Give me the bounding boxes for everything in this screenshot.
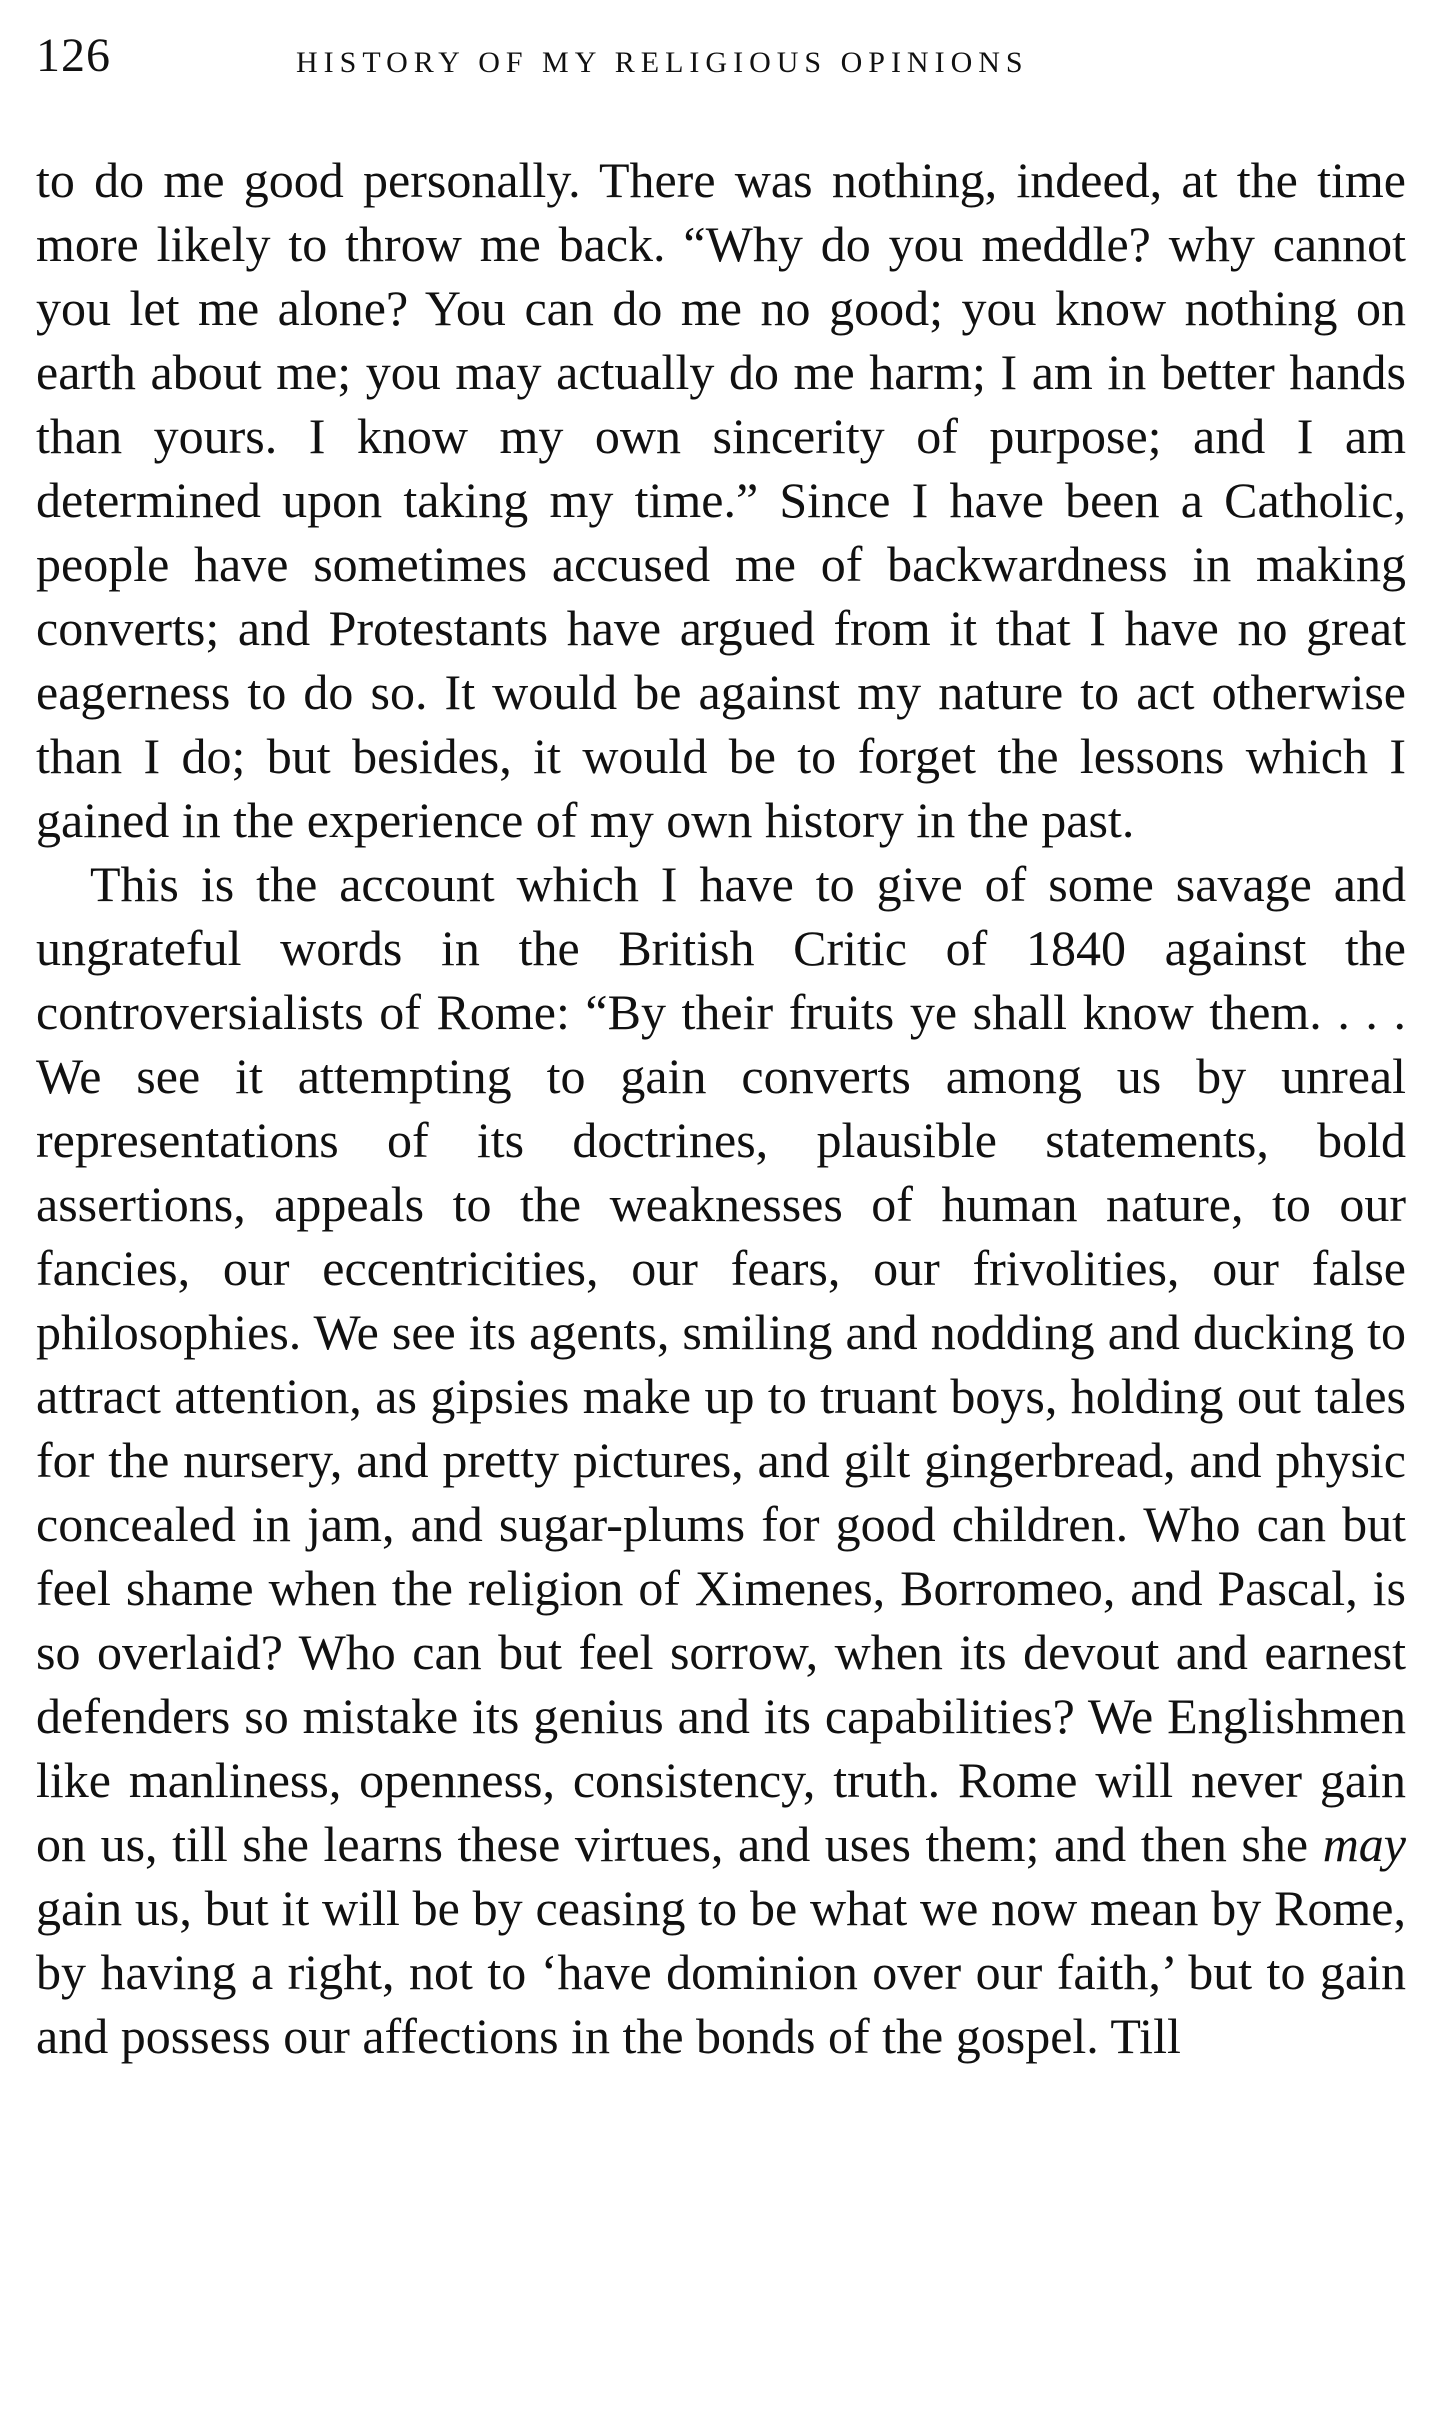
paragraph-1: to do me good personally. There was nothing, indeed, at the time more likely to throw me back. “Why do you meddle? why cannot you let me alone? You can do me no good; you know nothing on earth about me; you may actually do me harm; I am in better hands than yours. I know my own sincerity of purpose; and I am determined upon taking my time.” Since I have been a Catholic, people have sometimes accused me of backwardness in making converts; and Protestants have argued from it that I have no great eagerness to do so. It would be against my nature to act otherwise than I do; but besides, it would be to forget the lessons which I gained in the experience of my own history in the past. — [36, 152, 1406, 848]
paragraph-2 — [36, 852, 1406, 2068]
page-number: 126 — [36, 29, 111, 82]
book-page — [36, 28, 1406, 2388]
body-text — [36, 148, 1406, 2068]
italic-may: may — [1322, 1816, 1406, 1872]
running-header — [36, 28, 1406, 104]
paragraph-2-part-1: This is the account which I have to give of some savage and ungrateful words in the British Critic of 1840 against the controversialists of Rome: “By their fruits ye shall know them. . . . We see it attempting to gain converts among us by unreal representations of its doctrines, plausible statements, bold assertions, appeals to the weaknesses of human nature, to our fancies, our eccentricities, our fears, our frivolities, our false philosophies. We see its agents, smiling and nodding and ducking to attract attention, as gipsies make up to truant boys, holding out tales for the nursery, and pretty pictures, and gilt gingerbread, and physic concealed in jam, and sugar-plums for good children. Who can but feel shame when the religion of Ximenes, Borromeo, and Pascal, is so overlaid? Who can but feel sorrow, when its devout and earnest defenders so mistake its genius and its capabilities? We Englishmen like manliness, openness, consistency, truth. Rome will never gain on us, till she learns these virtues, and uses them; and then she — [36, 856, 1406, 1872]
running-title: HISTORY OF MY RELIGIOUS OPINIONS — [296, 46, 1029, 79]
paragraph-2-part-2: gain us, but it will be by ceasing to be what we now mean by Rome, by having a right, not to ‘have dominion over our faith,’ but to gain and possess our affections in the bonds of the gospel. Till — [36, 1880, 1406, 2064]
